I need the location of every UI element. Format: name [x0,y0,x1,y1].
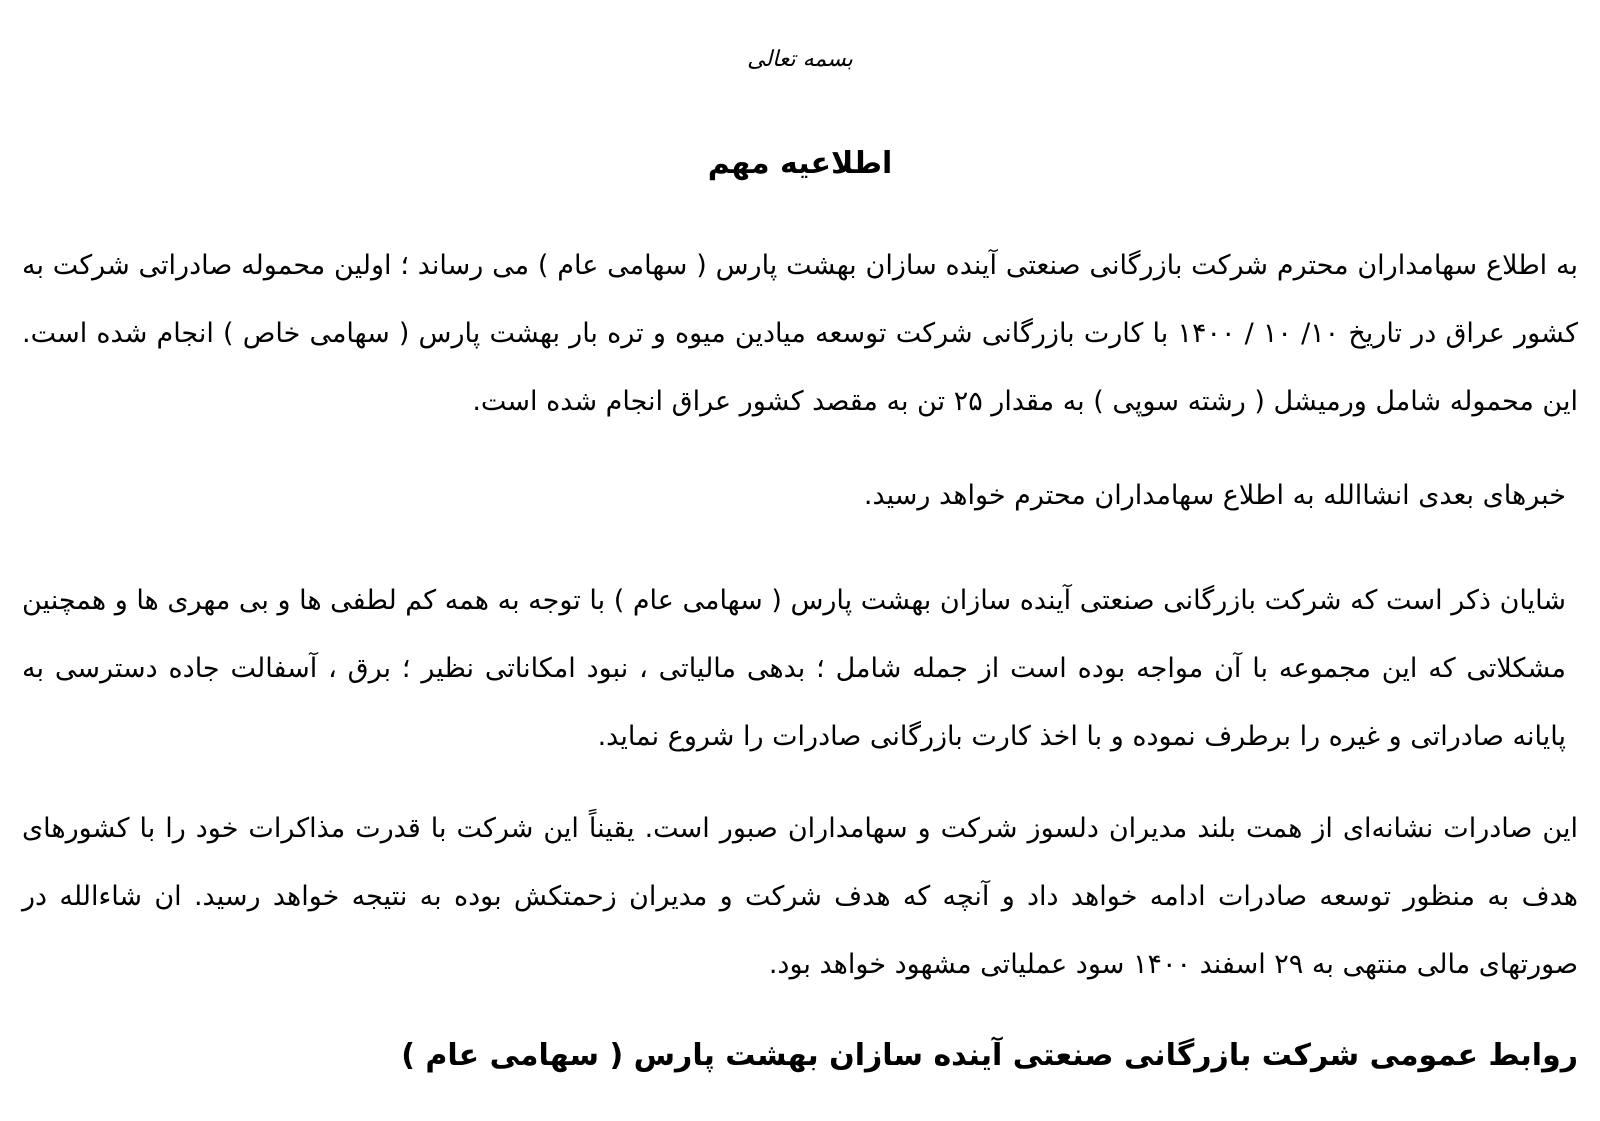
notice-title: اطلاعیه مهم [707,146,893,181]
paragraph-future-news: خبرهای بعدی انشاالله به اطلاع سهامداران محترم خواهد رسید. [863,480,1566,511]
paragraph-outlook: این صادرات نشانه‌ای از همت بلند مدیران دلسوز شرکت و سهامداران صبور است. یقیناً این شرکت با قدرت مذاکرات خود را با کشورهای هدف به منظور توسعه صادرات ادامه خواهد داد و آنچه که هدف شرکت و مدیران زحمتکش بوده به نتیجه خواهد رسید. ان شاءالله در صورتهای مالی منتهی به ۲۹ اسفند ۱۴۰۰ سود عملیاتی مشهود خواهد بود. [22,813,1578,980]
public-relations-signature: روابط عمومی شرکت بازرگانی صنعتی آینده سازان بهشت پارس ( سهامی عام ) [401,1038,1578,1073]
paragraph-export-announcement: به اطلاع سهامداران محترم شرکت بازرگانی صنعتی آینده سازان بهشت پارس ( سهامی عام ) می رساند ؛ اولین محموله صادراتی شرکت به کشور عراق در تاریخ ۱۰/ ۱۰ / ۱۴۰۰ با کارت بازرگانی شرکت توسعه میادین میوه و تره بار بهشت پارس ( سهامی خاص ) انجام شده است. این محموله شامل ورمیشل ( رشته سوپی ) به مقدار ۲۵ تن به مقصد کشور عراق انجام شده است. [22,250,1578,417]
paragraph-challenges: شایان ذکر است که شرکت بازرگانی صنعتی آینده سازان بهشت پارس ( سهامی عام ) با توجه به همه کم لطفی ها و بی مهری ها و همچنین مشکلاتی که این مجموعه با آن مواجه بوده است از جمله شامل ؛ بدهی مالیاتی ، نبود امکاناتی نظیر ؛ برق ، آسفالت جاده دسترسی به پایانه صادراتی و غیره را برطرف نموده و با اخذ کارت بازرگانی صادرات را شروع نماید. [22,585,1566,752]
basmala-header: بسمه تعالی [747,47,853,72]
